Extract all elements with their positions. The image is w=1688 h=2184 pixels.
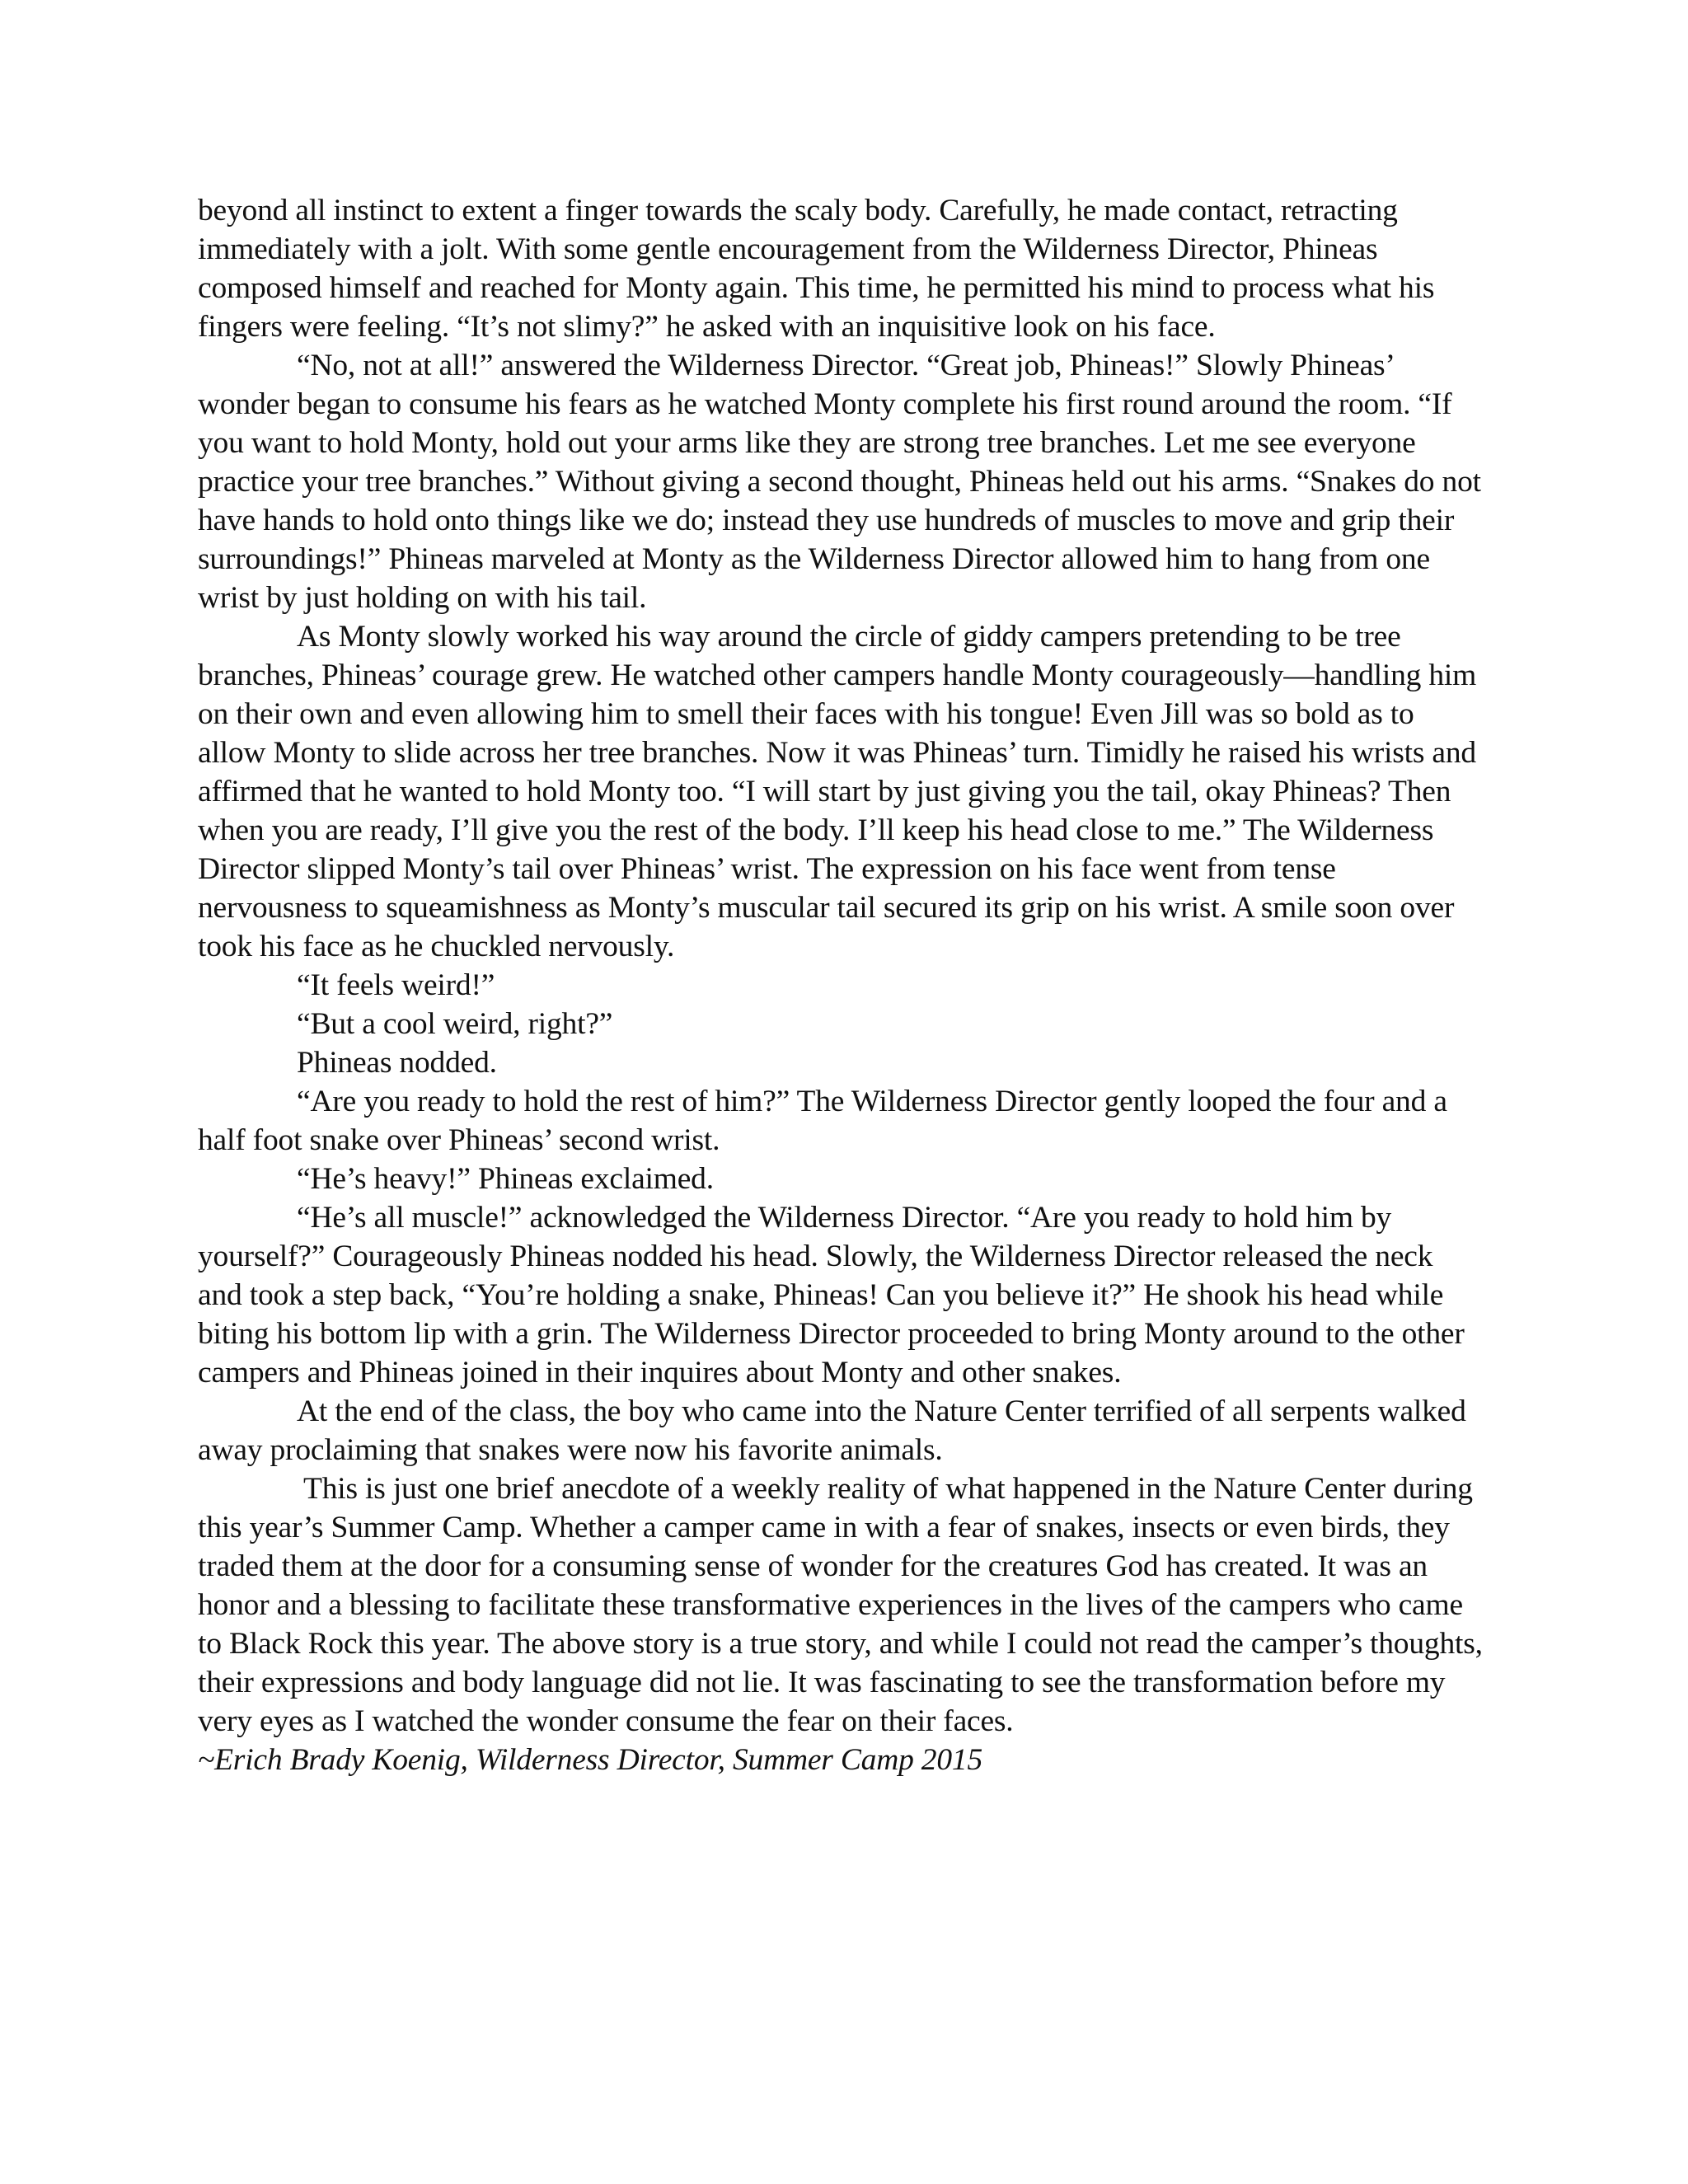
paragraph-8: “He’s heavy!” Phineas exclaimed. [297,1162,714,1196]
paragraph-2: “No, not at all!” answered the Wilderness Director. “Great job, Phineas!” Slowly Phineas’ wonder began to consume his fears as he watched Monty complete his first round around the room. “If you want to hold Monty, hold out your arms like they are strong tree branches. Let me see everyone practice your tree branches.” Without giving a second thought, Phineas held out his arms. “Snakes do not have hands to hold onto things like we do; instead they use hundreds of muscles to move and grip their surroundings!” Phineas marveled at Monty as the Wilderness Director allowed him to hang from one wrist by just holding on with his tail. [198,349,1481,615]
paragraph-6: Phineas nodded. [297,1046,497,1080]
document-page [198,191,1484,1779]
paragraph-1: beyond all instinct to extent a finger towards the scaly body. Carefully, he made contact, retracting immediately with a jolt. With some gentle encouragement from the Wilderness Director, Phineas composed himself and reached for Monty again. This time, he permitted his mind to process what his fingers were feeling. “It’s not slimy?” he asked with an inquisitive look on his face. [198,194,1435,344]
paragraph-9: “He’s all muscle!” acknowledged the Wilderness Director. “Are you ready to hold him by yourself?” Courageously Phineas nodded his head. Slowly, the Wilderness Director released the neck and took a step back, “You’re holding a snake, Phineas! Can you believe it?” He shook his head while biting his bottom lip with a grin. The Wilderness Director proceeded to bring Monty around to the other campers and Phineas joined in their inquires about Monty and other snakes. [198,1201,1465,1390]
paragraph-3: As Monty slowly worked his way around the circle of giddy campers pretending to be tree branches, Phineas’ courage grew. He watched other campers handle Monty courageously—handling him on their own and even allowing him to smell their faces with his tongue! Even Jill was so bold as to allow Monty to slide across her tree branches. Now it was Phineas’ turn. Timidly he raised his wrists and affirmed that he wanted to hold Monty too. “I will start by just giving you the tail, okay Phineas? Then when you are ready, I’ll give you the rest of the body. I’ll keep his head close to me.” The Wilderness Director slipped Monty’s tail over Phineas’ wrist. The expression on his face went from tense nervousness to squeamishness as Monty’s muscular tail secured its grip on his wrist. A smile soon over took his face as he chuckled nervously. [198,620,1477,963]
signature: ~Erich Brady Koenig, Wilderness Director, Summer Camp 2015 [198,1743,983,1777]
paragraph-5: “But a cool weird, right?” [297,1007,613,1041]
paragraph-10: At the end of the class, the boy who came into the Nature Center terrified of all serpents walked away proclaiming that snakes were now his favorite animals. [198,1394,1466,1467]
paragraph-11: This is just one brief anecdote of a weekly reality of what happened in the Nature Center during this year’s Summer Camp. Whether a camper came in with a fear of snakes, insects or even birds, they traded them at the door for a consuming sense of wonder for the creatures God has created. It was an honor and a blessing to facilitate these transformative experiences in the lives of the campers who came to Black Rock this year. The above story is a true story, and while I could not read the camper’s thoughts, their expressions and body language did not lie. It was fascinating to see the transformation before my very eyes as I watched the wonder consume the fear on their faces. [198,1472,1483,1738]
paragraph-4: “It feels weird!” [297,968,495,1002]
paragraph-7: “Are you ready to hold the rest of him?” The Wilderness Director gently looped the four and a half foot snake over Phineas’ second wrist. [198,1085,1447,1157]
